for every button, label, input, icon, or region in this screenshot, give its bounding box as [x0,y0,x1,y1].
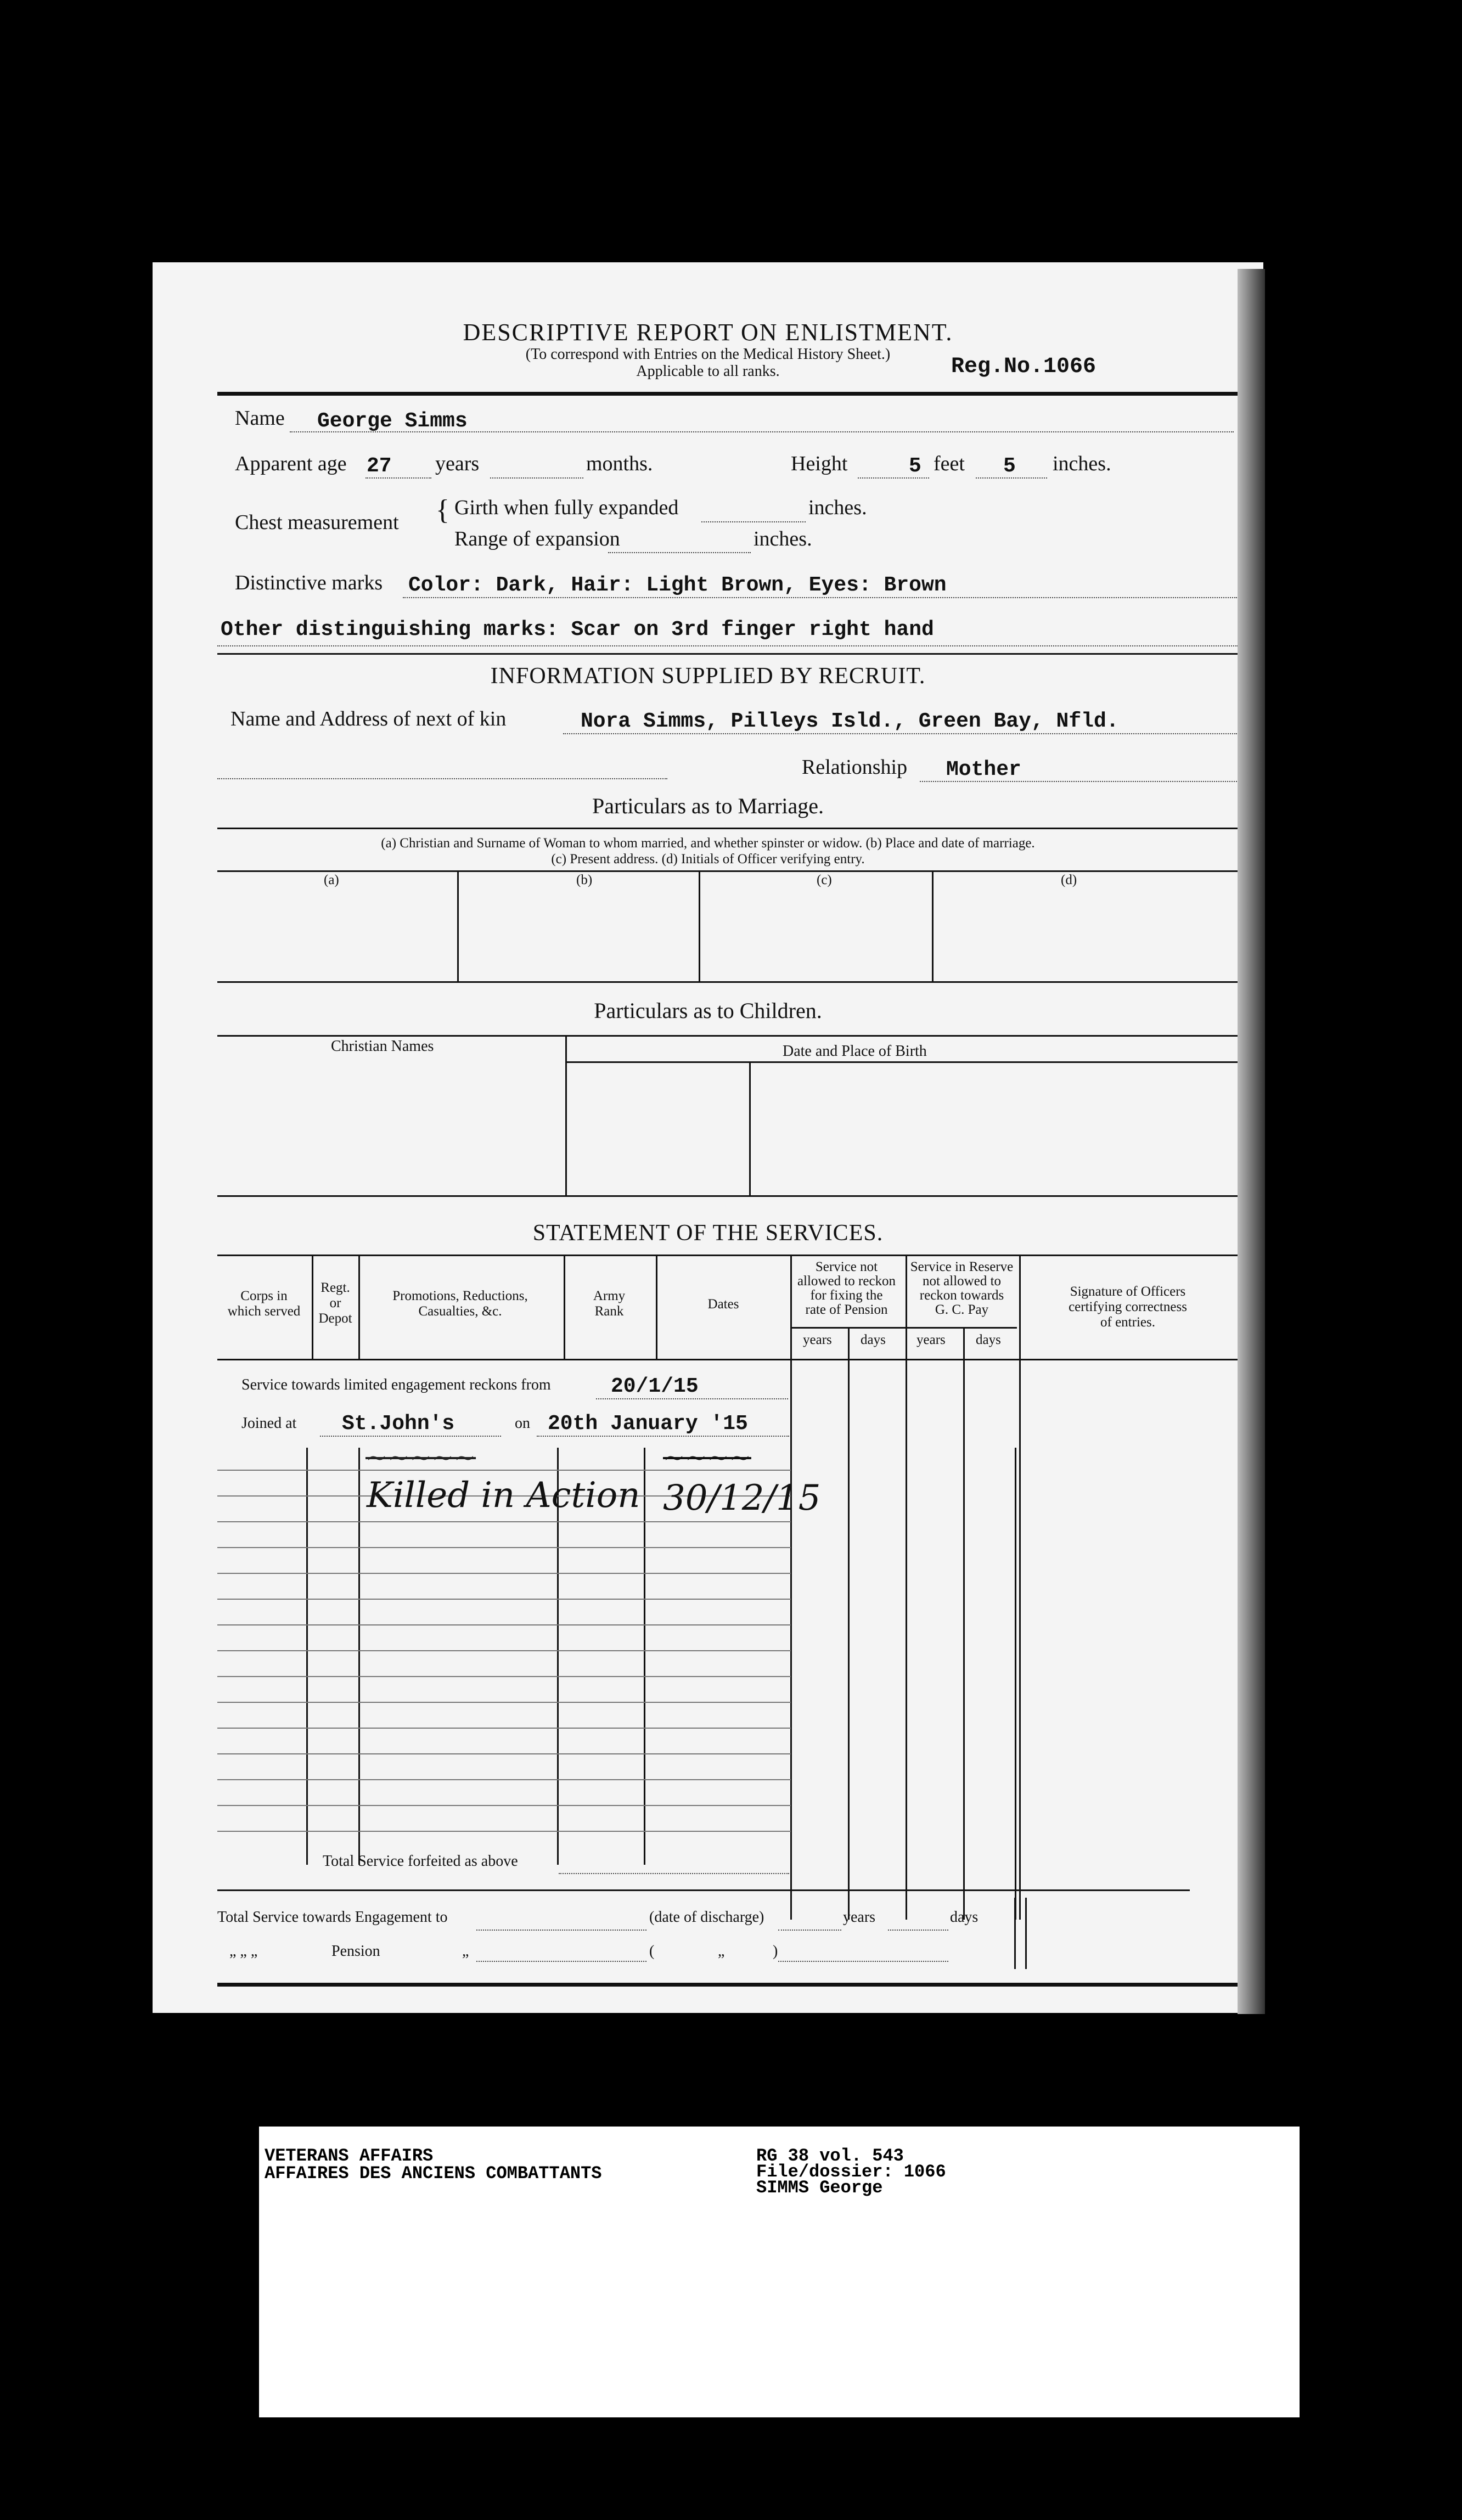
months-line [490,477,583,479]
years-label: years [435,452,480,475]
joined-label: Joined at [241,1415,297,1432]
form-bottom-rule [217,1983,1238,1987]
col-regt: Regt. or Depot [318,1280,352,1326]
joined-date: 20th January '15 [548,1412,748,1436]
svc-body-divider-2 [358,1448,360,1865]
header-rule [217,392,1238,396]
feet-label: feet [934,452,965,475]
children-rule-top [217,1035,1238,1037]
svc-hdr-divider-4 [656,1256,657,1360]
svc-divider-9 [1019,1256,1021,1920]
inches-label: inches. [1053,452,1111,475]
svc-body-divider-4 [644,1448,645,1865]
pension-tail-line [778,1961,948,1962]
services-heading: STATEMENT OF THE SERVICES. [532,1220,884,1246]
reserve-days: days [976,1332,1001,1347]
handwritten-entry: Killed in Action [367,1475,640,1516]
relationship-label: Relationship [802,756,908,779]
card-ref-3: SIMMS George [756,2178,883,2198]
svc-body-divider-1 [306,1448,308,1865]
pension-ditto-tail: „ [462,1943,469,1960]
col-promotions: Promotions, Reductions, Casualties, &c. [392,1289,528,1319]
discharge-label: (date of discharge) [649,1909,764,1926]
pension-years: years [803,1332,832,1347]
height-label: Height [791,452,848,475]
pension-paren-open: ( [649,1943,655,1960]
struck-entry: ~~~~~ [366,1442,476,1473]
form-subtitle: (To correspond with Entries on the Medical History Sheet.) [525,346,891,363]
handwritten-date: 30/12/15 [663,1478,821,1518]
pension-days: days [861,1332,886,1347]
service-row-line [217,1547,791,1548]
marriage-rule-bottom [217,981,1238,983]
svc-hdr-divider-3 [564,1256,565,1360]
svc-divider-8 [963,1328,965,1920]
relationship-value: Mother [946,758,1021,781]
kin-line-2 [217,778,667,779]
pension-label: Pension [331,1943,380,1960]
reg-number: Reg.No.1066 [951,355,1096,379]
svc-divider-6 [848,1328,850,1920]
subcol-rule [792,1327,1017,1329]
total-years-label: years [843,1909,876,1926]
kin-value: Nora Simms, Pilleys Isld., Green Bay, Nfld. [581,710,1119,733]
total-label: Total Service towards Engagement to [217,1909,448,1926]
service-row-line [217,1676,791,1677]
service-row-line [217,1702,791,1703]
total-days-line [888,1930,948,1931]
service-row-line [217,1779,791,1780]
card-ref-1: RG 38 vol. 543 [756,2146,904,2166]
service-row-line [217,1753,791,1754]
girth-line [701,521,806,522]
children-col-names: Christian Names [331,1038,434,1055]
marriage-divider-1 [457,871,459,981]
chest-brace: { [436,494,449,526]
total-years-line [778,1930,841,1931]
children-rule-bottom [217,1195,1238,1197]
svc-hdr-divider-2 [358,1256,360,1360]
children-col-birth: Date and Place of Birth [783,1043,927,1060]
service-row-line [217,1728,791,1729]
struck-date: ~~~~ [663,1442,751,1473]
info-heading: INFORMATION SUPPLIED BY RECRUIT. [490,663,926,689]
pension-paren-close: ) [773,1943,778,1960]
range-inches: inches. [754,527,812,550]
page-edge-shadow [1238,269,1265,2014]
range-label: Range of expansion [454,527,620,550]
service-reckons-value: 20/1/15 [611,1375,699,1398]
distinctive-marks-label: Distinctive marks [235,571,383,594]
age-label: Apparent age [235,452,347,475]
svc-body-divider-5 [1015,1448,1016,1920]
reserve-years: years [916,1332,946,1347]
forfeited-rule [217,1889,1190,1891]
on-label: on [515,1415,530,1432]
archive-reference-card [259,2127,1300,2417]
kin-line [563,733,1237,734]
svc-divider-5 [790,1256,792,1920]
months-label: months. [586,452,653,475]
distinctive-marks-line [403,597,1237,598]
service-reckons-label: Service towards limited engagement reckons from [241,1376,551,1393]
children-divider-2 [749,1062,751,1195]
service-reckons-line [596,1398,788,1399]
marriage-rule-header [217,870,1238,872]
info-rule [217,653,1238,655]
services-rule-top [217,1255,1238,1256]
card-ref-2: File/dossier: 1066 [756,2162,946,2182]
service-row-line [217,1650,791,1651]
joined-place-line [320,1436,501,1437]
marriage-note-1: (a) Christian and Surname of Woman to whom married, and whether spinster or widow. (b) Place and date of marriage. [381,836,1035,851]
form-title: DESCRIPTIVE REPORT ON ENLISTMENT. [463,319,953,346]
marriage-col-c: (c) [817,873,832,887]
children-heading: Particulars as to Children. [594,998,822,1023]
marriage-col-b: (b) [576,873,593,887]
enlistment-form [153,262,1263,2013]
name-value: George Simms [317,409,468,433]
forfeited-label: Total Service forfeited as above [323,1853,518,1870]
totals-divider-1 [1014,1898,1016,1969]
pension-ditto-quotes: „ „ „ [229,1943,258,1960]
card-line-1: VETERANS AFFAIRS [265,2146,434,2166]
col-corps: Corps in which served [227,1289,301,1319]
girth-label: Girth when fully expanded [454,496,679,519]
service-row-line [217,1599,791,1600]
marriage-note-2: (c) Present address. (d) Initials of Officer verifying entry. [551,852,865,867]
service-row-line [217,1624,791,1625]
distinctive-marks-value: Color: Dark, Hair: Light Brown, Eyes: Brown [408,573,947,597]
age-value: 27 [367,454,392,478]
name-label: Name [235,407,285,430]
totals-divider-2 [1025,1898,1027,1969]
joined-place: St.John's [342,1412,455,1436]
svc-hdr-divider-1 [312,1256,313,1360]
height-feet-value: 5 [909,454,921,478]
svc-divider-7 [906,1256,907,1920]
height-inches-value: 5 [1003,454,1016,478]
children-sub-rule [567,1061,1238,1063]
col-pension: Service not allowed to reckon for fixing the rate of Pension [797,1259,896,1317]
marriage-heading: Particulars as to Marriage. [592,794,824,818]
service-row-line [217,1805,791,1806]
girth-inches: inches. [808,496,867,519]
total-line [476,1930,646,1931]
service-row-line [217,1831,791,1832]
marriage-divider-3 [932,871,934,981]
marriage-col-d: (d) [1061,873,1077,887]
marriage-rule-top [217,828,1238,829]
other-marks-value: Other distinguishing marks: Scar on 3rd finger right hand [221,618,934,642]
other-marks-line [217,645,1238,646]
pension-line [476,1961,646,1962]
col-signature: Signature of Officers certifying correctness of entries. [1069,1284,1187,1330]
col-reserve: Service in Reserve not allowed to reckon towards G. C. Pay [910,1259,1014,1317]
service-row-line [217,1573,791,1574]
range-line [608,552,751,553]
total-days-label: days [950,1909,979,1926]
children-divider-1 [565,1036,567,1195]
chest-label: Chest measurement [235,511,399,534]
joined-date-line [537,1436,789,1437]
kin-label: Name and Address of next of kin [230,707,507,730]
marriage-divider-2 [699,871,700,981]
marriage-col-a: (a) [324,873,339,887]
form-subtitle-ranks: Applicable to all ranks. [636,363,780,380]
col-rank: Army Rank [593,1289,626,1319]
pension-paren-ditto: „ [718,1943,725,1960]
card-line-2: AFFAIRES DES ANCIENS COMBATTANTS [265,2163,602,2184]
services-header-rule [217,1359,1238,1360]
service-row-line [217,1521,791,1522]
col-dates: Dates [707,1297,739,1312]
forfeited-line [559,1873,789,1874]
